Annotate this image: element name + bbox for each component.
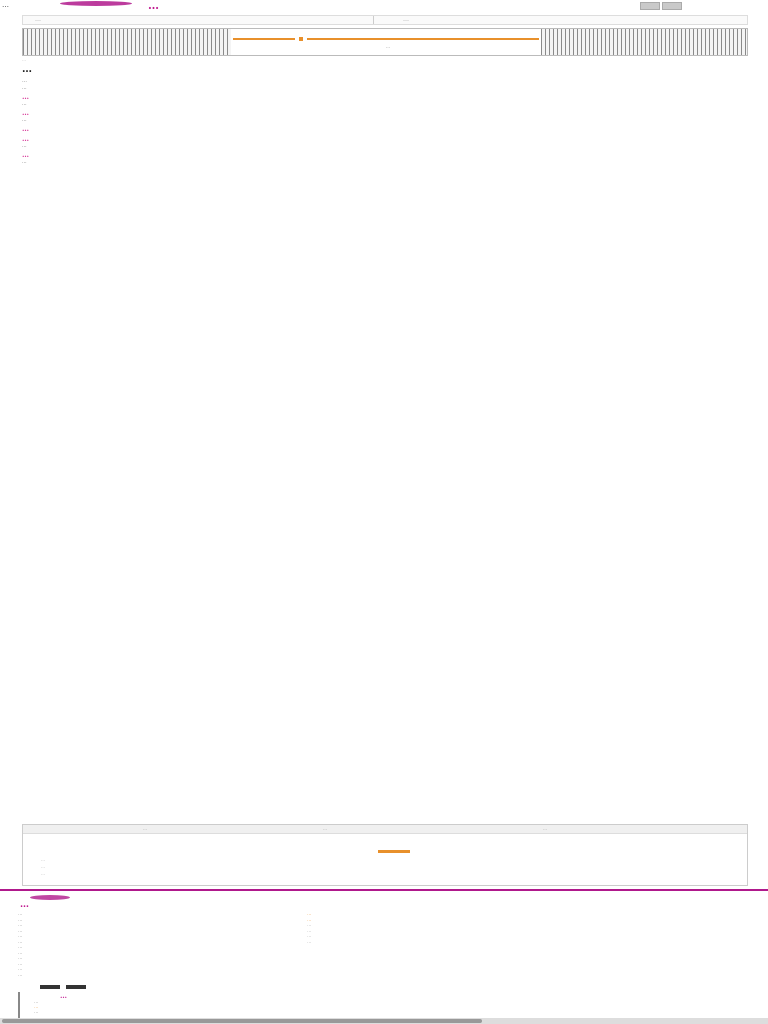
- footer-link[interactable]: …: [307, 912, 312, 917]
- footer-links-left: [18, 912, 293, 978]
- banner-bar-long: [307, 38, 539, 40]
- subnav-right[interactable]: …: [403, 16, 409, 23]
- menu-icon[interactable]: [640, 2, 660, 10]
- comment-tabs: [23, 825, 747, 834]
- footer-link[interactable]: …: [18, 939, 23, 945]
- footer-bottom-line-2[interactable]: …: [34, 1005, 39, 1010]
- footer-links-right: [307, 912, 537, 945]
- footer-button-1[interactable]: [40, 985, 60, 989]
- footer-link[interactable]: …: [18, 961, 23, 967]
- byline: …: [22, 78, 27, 84]
- footer-title[interactable]: …: [20, 900, 29, 910]
- footer-link[interactable]: …: [18, 923, 23, 928]
- site-title[interactable]: …: [148, 0, 159, 12]
- paragraph: …: [22, 86, 27, 91]
- site-logo-text[interactable]: …: [2, 1, 9, 9]
- footer-link[interactable]: …: [18, 967, 23, 972]
- footer-bottom-line-3[interactable]: …: [34, 1010, 39, 1015]
- paragraph: …: [22, 144, 27, 150]
- comment-box: [22, 824, 748, 886]
- section-heading: …: [22, 134, 29, 144]
- footer-divider: [0, 889, 768, 891]
- footer-link[interactable]: …: [18, 945, 23, 950]
- footer-link[interactable]: …: [307, 928, 312, 934]
- paragraph: …: [22, 102, 27, 108]
- paragraph: …: [22, 118, 27, 124]
- section-heading: …: [22, 150, 29, 160]
- scrollbar-thumb[interactable]: [2, 1019, 482, 1023]
- footer-link[interactable]: …: [18, 950, 23, 956]
- paragraph: …: [22, 160, 27, 166]
- banner-caption: …: [385, 44, 391, 50]
- banner-stripes-right: [541, 29, 747, 55]
- footer-link[interactable]: …: [18, 912, 23, 917]
- footer-button-2[interactable]: [66, 985, 86, 989]
- banner[interactable]: [22, 28, 748, 56]
- footer-link[interactable]: …: [18, 934, 23, 939]
- logo-swoosh-icon: [60, 1, 132, 6]
- comment-line-1[interactable]: …: [41, 858, 45, 862]
- footer-bottom-line-1[interactable]: …: [34, 1000, 39, 1005]
- page-title: …: [22, 64, 32, 75]
- subnav-bar: [22, 15, 748, 25]
- subnav-divider: [373, 16, 374, 24]
- footer-bottom-title[interactable]: …: [60, 992, 67, 1000]
- footer-link[interactable]: …: [307, 923, 312, 928]
- comment-line-3[interactable]: …: [41, 872, 45, 876]
- footer: [0, 892, 768, 1024]
- comment-tab-3[interactable]: …: [543, 826, 547, 831]
- section-heading: …: [22, 124, 29, 134]
- footer-link[interactable]: …: [18, 928, 23, 934]
- article-body: [22, 86, 746, 818]
- comment-line-2[interactable]: …: [41, 865, 45, 869]
- section-heading: …: [22, 108, 29, 118]
- section-heading: …: [22, 92, 29, 102]
- article-meta: …: [22, 58, 26, 62]
- banner-bar-short: [233, 38, 295, 40]
- footer-link[interactable]: …: [18, 917, 23, 923]
- search-icon[interactable]: [662, 2, 682, 10]
- footer-link[interactable]: …: [18, 956, 23, 961]
- banner-stripes-left: [23, 29, 231, 55]
- comment-tab-1[interactable]: …: [143, 826, 147, 831]
- footer-link[interactable]: …: [18, 972, 23, 978]
- banner-dot-icon: [299, 37, 303, 41]
- footer-link[interactable]: …: [307, 939, 312, 945]
- footer-link[interactable]: …: [307, 917, 312, 923]
- subnav-left[interactable]: …: [35, 16, 41, 23]
- comment-badge: [378, 850, 410, 853]
- banner-center: [231, 29, 541, 55]
- comment-tab-2[interactable]: …: [323, 826, 327, 831]
- footer-link[interactable]: …: [307, 934, 312, 939]
